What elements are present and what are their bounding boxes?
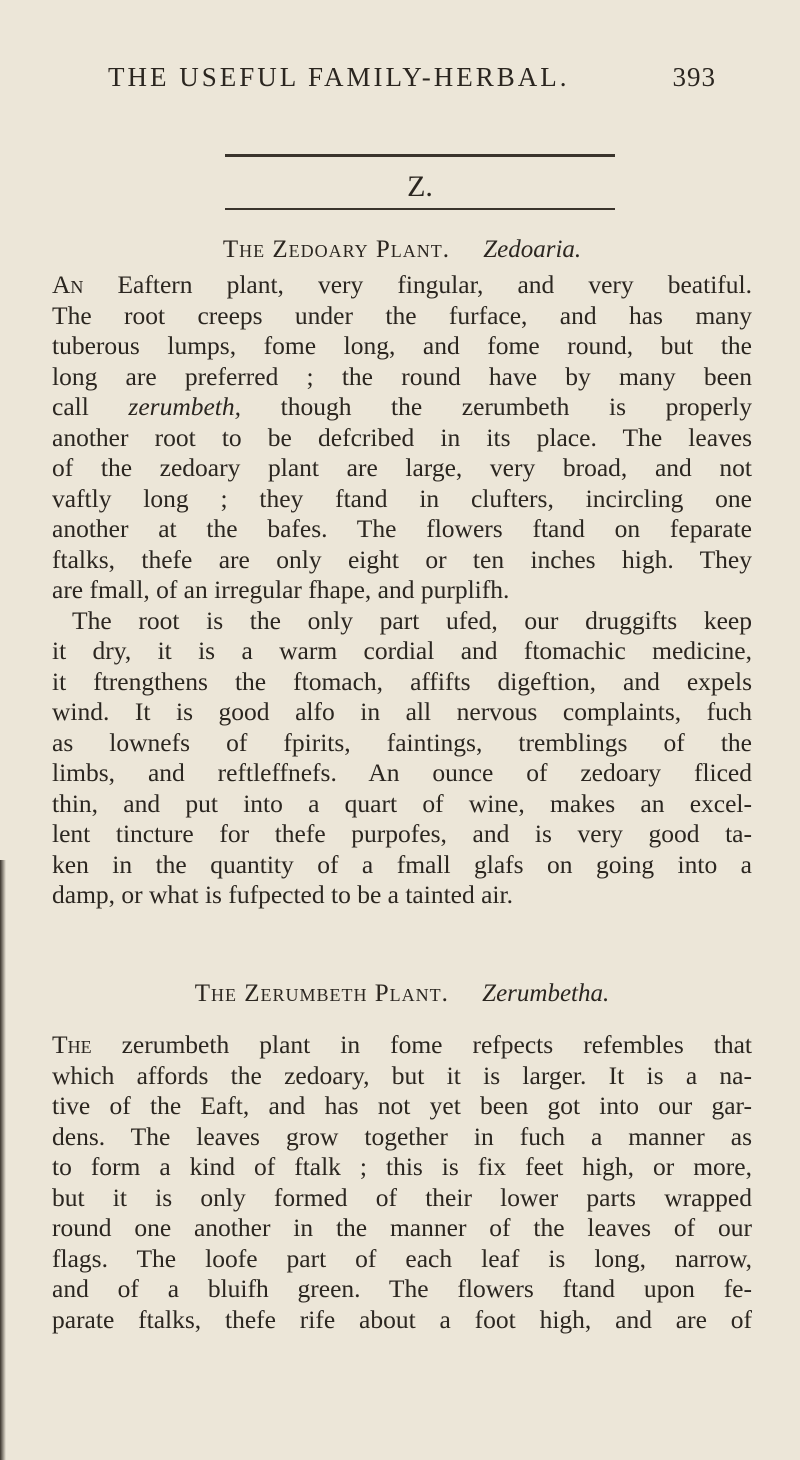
text-line: wind. It is good alfo in all nervous complaints, fuch: [52, 697, 752, 726]
text-line: [52, 1030, 752, 1061]
text-line: [52, 270, 752, 301]
text-line: it ftrengthens the ftomach, affifts digeftion, and expels: [52, 666, 752, 696]
text-line: The root is the only part ufed, our druggifts keep: [72, 605, 752, 635]
text-line: which affords the zedoary, but it is larger. It is a na-: [52, 1060, 752, 1090]
text-line: and of a bluifh green. The flowers ftand upon fe-: [52, 1274, 752, 1303]
text-line: parate ftalks, thefe rife about a foot high, and are of: [52, 1304, 752, 1334]
text-line: dens. The leaves grow together in fuch a manner as: [52, 1121, 752, 1151]
bottom-rule: [225, 208, 615, 210]
text-line: round one another in the manner of the leaves of our: [52, 1213, 752, 1242]
text-line: tive of the Eaft, and has not yet been got into our gar-: [52, 1091, 752, 1120]
entry-heading-latin: Zedoaria.: [483, 236, 582, 263]
text-line: lent tincture for thefe purpofes, and is very good ta-: [52, 819, 752, 848]
drop-word: The: [52, 1030, 92, 1059]
text-line: as lownefs of fpirits, faintings, tremblings of the: [52, 727, 752, 757]
drop-word: An: [52, 270, 84, 299]
line-text: zerumbeth plant in fome refpects refembles that: [91, 1030, 752, 1059]
line-text: though the zerumbeth is properly: [241, 392, 752, 421]
text-line: vaftly long ; they ftand in clufters, incircling one: [52, 483, 752, 513]
text-line: [52, 392, 752, 423]
page-number: 393: [672, 62, 716, 92]
italic-word: zerumbeth,: [128, 392, 242, 421]
text-line: but it is only formed of their lower parts wrapped: [52, 1182, 752, 1212]
running-head: [108, 62, 716, 93]
text-line: are fmall, of an irregular fhape, and purplifh.: [52, 575, 510, 604]
text-line: ken in the quantity of a fmall glafs on going into a: [52, 849, 752, 879]
text-line: it dry, it is a warm cordial and ftomachic medicine,: [52, 636, 752, 665]
entry-heading-name: The Zedoary Plant.: [222, 236, 450, 263]
text-line: thin, and put into a quart of wine, makes an excel-: [52, 788, 752, 818]
entry-heading-zedoary: [52, 236, 752, 264]
line-text: call: [52, 392, 129, 421]
text-line: ftalks, thefe are only eight or ten inches high. They: [52, 544, 752, 574]
page-edge-shadow: [0, 860, 6, 1460]
entry-heading-name: The Zerumbeth Plant.: [194, 980, 449, 1007]
text-line: to form a kind of ftalk ; this is fix feet high, or more,: [52, 1152, 752, 1181]
text-line: tuberous lumps, fome long, and fome round, but the: [52, 331, 752, 360]
text-line: another at the bafes. The flowers ftand on feparate: [52, 514, 752, 543]
section-letter: Z.: [407, 170, 433, 203]
text-line: long are preferred ; the round have by many been: [52, 361, 752, 391]
line-text: Eaftern plant, very fingular, and very beatiful.: [83, 270, 752, 299]
entry-body-zedoary: [52, 270, 752, 911]
running-head-title: THE USEFUL FAMILY-HERBAL.: [108, 62, 570, 92]
text-line: flags. The loofe part of each leaf is long, narrow,: [52, 1243, 752, 1273]
text-line: damp, or what is fufpected to be a tainted air.: [52, 880, 513, 909]
text-line: limbs, and reftleffnefs. An ounce of zedoary fliced: [52, 758, 752, 787]
text-line: another root to be defcribed in its place. The leaves: [52, 422, 752, 452]
text-line: of the zedoary plant are large, very broad, and not: [52, 453, 752, 482]
entry-heading-latin: Zerumbetha.: [482, 980, 610, 1007]
top-rule: [225, 154, 615, 157]
text-line: The root creeps under the furface, and has many: [52, 300, 752, 330]
entry-body-zerumbeth: [52, 1030, 752, 1335]
entry-heading-zerumbeth: [52, 980, 752, 1008]
